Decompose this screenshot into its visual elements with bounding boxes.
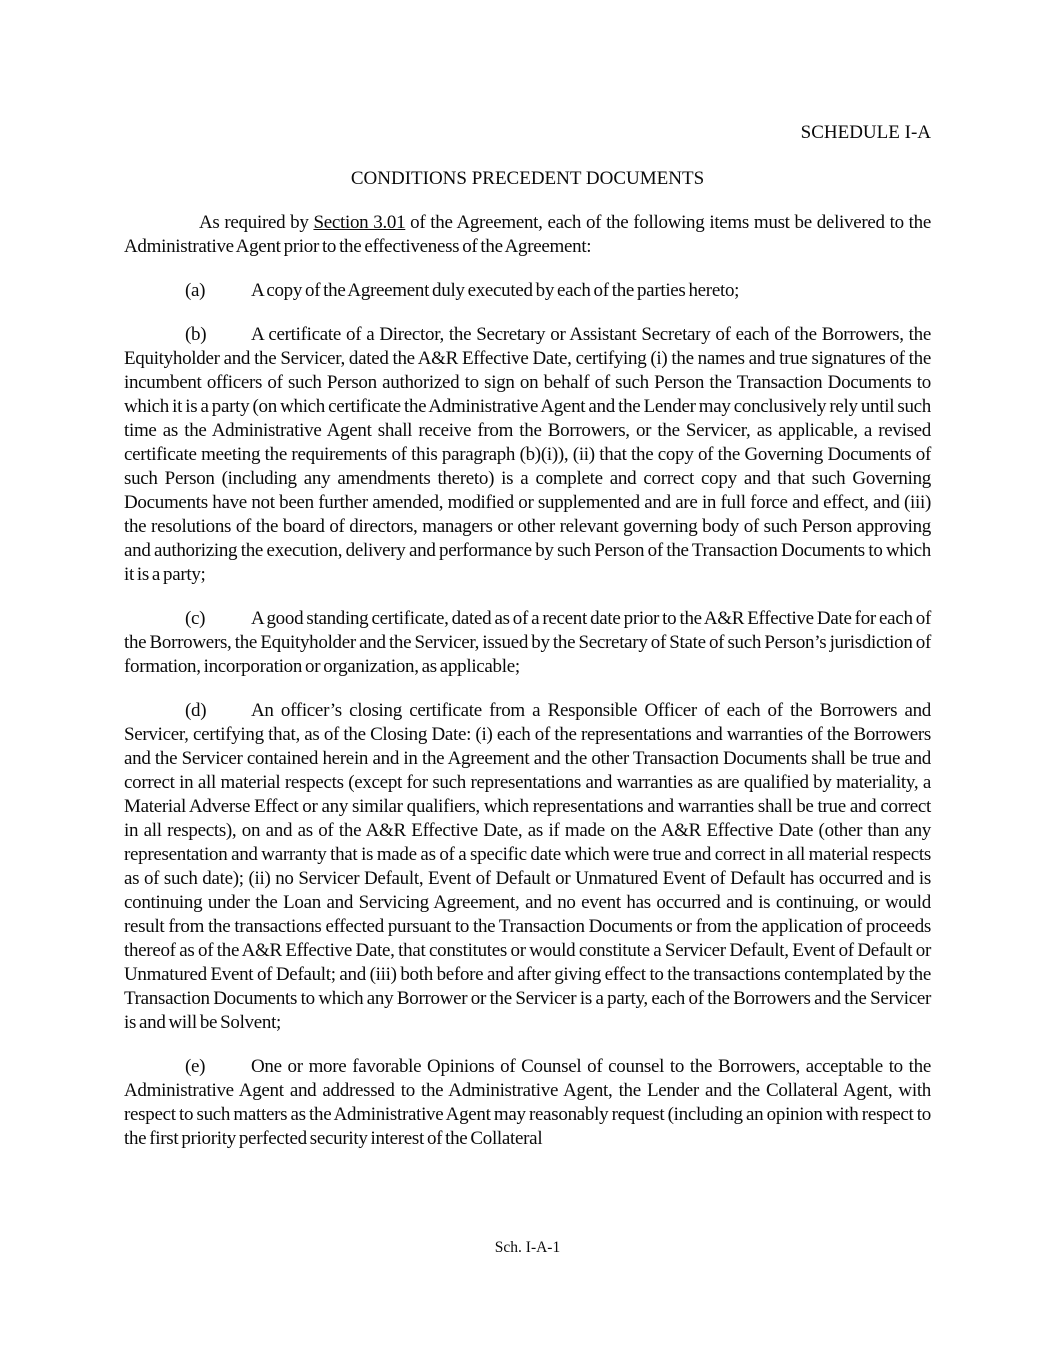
item-d-text: An officer’s closing certificate from a Responsible Officer of each of the Borrowers and Servicer, certifying that, as of the Closing Date: (i) each of the representations and warranties of the Borrowers and the Servicer contained herein and in the Agreement and the other Transaction Documents shall be true and correct in all material respects (except for such representations and warranties as are qualified by materiality, a Material Adverse Effect or any similar qualifiers, which representations and warranties shall be true and correct in all respects), on and as of the A&R Effective Date, as if made on the A&R Effective Date (other than any representation and warranty that is made as of a specific date which were true and correct in all material respects as of such date); (ii) no Servicer Default, Event of Default or Unmatured Event of Default has occurred and is continuing under the Loan and Servicing Agreement, and no event has occurred and is continuing, or would result from the transactions effected pursuant to the Transaction Documents or from the application of proceeds thereof as of the A&R Effective Date, that constitutes or would constitute a Servicer Default, Event of Default or Unmatured Event of Default; and (iii) both before and after giving effect to the transactions contemplated by the Transaction Documents to which any Borrower or the Servicer is a party, each of the Borrowers and the Servicer is and will be Solvent;: [124, 700, 931, 1033]
schedule-label: SCHEDULE I-A: [800, 122, 931, 143]
item-c-label: (c): [185, 608, 206, 629]
intro-paragraph: [124, 211, 931, 259]
item-e-text: One or more favorable Opinions of Counsel of counsel to the Borrowers, acceptable to the Administrative Agent and addressed to the Administrative Agent, the Lender and the Collateral Agent, with respect to such matters as the Administrative Agent may reasonably request (including an opinion with respect to the first priority perfected security interest of the Collateral: [124, 1056, 931, 1149]
item-b-text: A certificate of a Director, the Secretary or Assistant Secretary of each of the Borrowers, the Equityholder and the Servicer, dated the A&R Effective Date, certifying (i) the names and true signatures of the incumbent officers of such Person authorized to sign on behalf of such Person the Transaction Documents to which it is a party (on which certificate the Administrative Agent and the Lender may conclusively rely until such time as the Administrative Agent shall receive from the Borrowers, or the Servicer, as applicable, a revised certificate meeting the requirements of this paragraph (b)(i)), (ii) that the copy of the Governing Documents of such Person (including any amendments thereto) is a complete and correct copy and that such Governing Documents have not been further amended, modified or supplemented and are in full force and effect, and (iii) the resolutions of the board of directors, managers or other relevant governing body of such Person approving and authorizing the execution, delivery and performance by such Person of the Transaction Documents to which it is a party;: [124, 324, 931, 585]
item-a: [124, 279, 931, 303]
page-number: Sch. I-A-1: [494, 1239, 561, 1256]
intro-text-before: As required by: [199, 212, 314, 233]
item-e-label: (e): [185, 1056, 206, 1077]
intro-text-after: of the Agreement, each of the following items must be delivered to the Administrative Agent prior to the effectiveness of the Agreement:: [124, 212, 931, 257]
item-a-text: A copy of the Agreement duly executed by each of the parties hereto;: [251, 280, 740, 301]
item-d-label: (d): [185, 700, 207, 721]
item-c: [124, 607, 931, 679]
item-b-label: (b): [185, 324, 207, 345]
document-title: CONDITIONS PRECEDENT DOCUMENTS: [350, 168, 705, 189]
item-a-label: (a): [185, 280, 206, 301]
item-b: [124, 323, 931, 587]
item-e: [124, 1055, 931, 1151]
section-3-01-reference: Section 3.01: [313, 212, 406, 233]
item-d: [124, 699, 931, 1035]
item-c-text: A good standing certificate, dated as of a recent date prior to the A&R Effective Date for each of the Borrowers, the Equityholder and the Servicer, issued by the Secretary of State of such Person’s jurisdiction of formation, incorporation or organization, as applicable;: [124, 608, 931, 677]
